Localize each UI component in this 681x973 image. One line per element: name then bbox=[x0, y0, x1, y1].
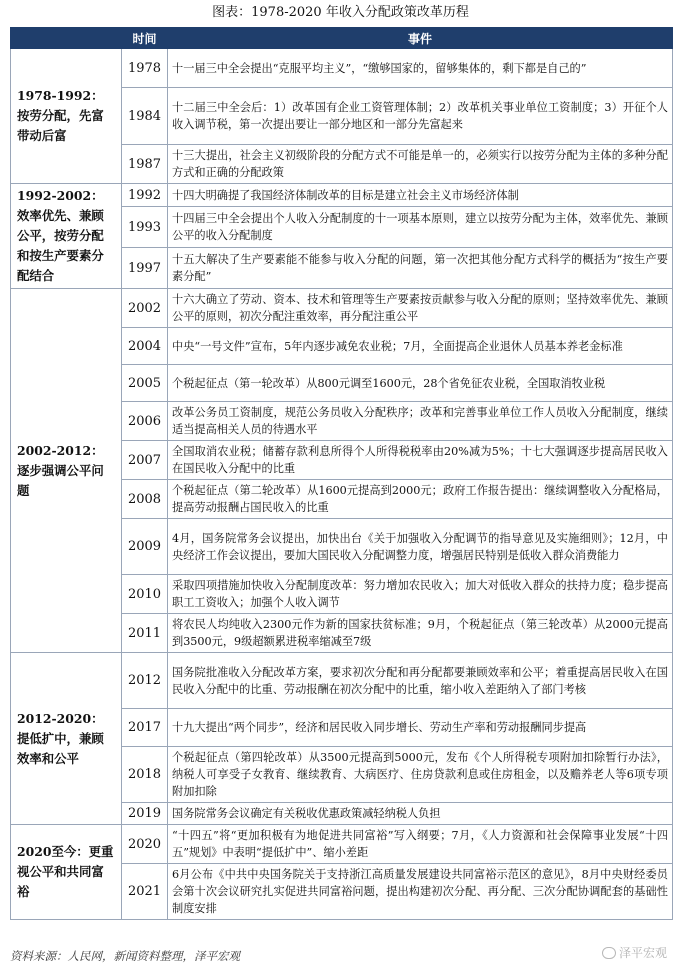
year-cell: 1993 bbox=[122, 207, 168, 248]
policy-table bbox=[10, 27, 673, 920]
year-cell: 2009 bbox=[122, 519, 168, 575]
year-cell: 2012 bbox=[122, 653, 168, 709]
watermark-text: 泽平宏观 bbox=[618, 946, 667, 960]
event-cell: 个税起征点（第二轮改革）从1600元提高到2000元；政府工作报告提出：继续调整收入分配格局，提高劳动报酬占国民收入的比重 bbox=[168, 480, 673, 519]
event-cell: 个税起征点（第四轮改革）从3500元提高到5000元，发布《个人所得税专项附加扣除暂行办法》，纳税人可享受子女教育、继续教育、大病医疗、住房贷款利息或住房租金，以及赡养老人等6项专项附加扣除 bbox=[168, 747, 673, 803]
year-cell: 1992 bbox=[122, 184, 168, 207]
table-row bbox=[11, 653, 673, 709]
year-cell: 2006 bbox=[122, 402, 168, 441]
event-cell: 十五大解决了生产要素能不能参与收入分配的问题，第一次把其他分配方式科学的概括为“按生产要素分配” bbox=[168, 248, 673, 289]
event-cell: 6月公布《中共中央国务院关于支持浙江高质量发展建设共同富裕示范区的意见》，8月中央财经委员会第十次会议研究扎实促进共同富裕问题，提出构建初次分配、再分配、三次分配协调配套的基础性制度安排 bbox=[168, 864, 673, 920]
year-cell: 2019 bbox=[122, 803, 168, 825]
event-cell: 将农民人均纯收入2300元作为新的国家扶贫标准；9月，个税起征点（第三轮改革）从2000元提高到3500元，9级超额累进税率缩减至7级 bbox=[168, 614, 673, 653]
table-row bbox=[11, 825, 673, 864]
year-cell: 2011 bbox=[122, 614, 168, 653]
period-cell: 2012-2020：提低扩中，兼顾效率和公平 bbox=[11, 653, 122, 825]
year-cell: 1978 bbox=[122, 49, 168, 88]
table-title: 图表：1978-2020 年收入分配政策改革历程 bbox=[212, 5, 469, 20]
year-cell: 2007 bbox=[122, 441, 168, 480]
event-cell: “十四五”将“更加积极有为地促进共同富裕”写入纲要；7月，《人力资源和社会保障事业发展“十四五”规划》中表明“提低扩中”、缩小差距 bbox=[168, 825, 673, 864]
event-cell: 4月，国务院常务会议提出，加快出台《关于加强收入分配调节的指导意见及实施细则》；12月，中央经济工作会议提出，要加大国民收入分配调整力度，增强居民特别是低收入群众消费能力 bbox=[168, 519, 673, 575]
year-cell: 2018 bbox=[122, 747, 168, 803]
year-cell: 2010 bbox=[122, 575, 168, 614]
event-cell: 十六大确立了劳动、资本、技术和管理等生产要素按贡献参与收入分配的原则；坚持效率优先、兼顾公平的原则，初次分配注重效率，再分配注重公平 bbox=[168, 289, 673, 328]
watermark bbox=[602, 944, 667, 961]
event-cell: 十四大明确提了我国经济体制改革的目标是建立社会主义市场经济体制 bbox=[168, 184, 673, 207]
event-cell: 十三大提出，社会主义初级阶段的分配方式不可能是单一的，必须实行以按劳分配为主体的多种分配方式和正确的分配政策 bbox=[168, 145, 673, 184]
event-cell: 十四届三中全会提出个人收入分配制度的十一项基本原则，建立以按劳分配为主体，效率优先、兼顾公平的收入分配制度 bbox=[168, 207, 673, 248]
year-cell: 2002 bbox=[122, 289, 168, 328]
event-cell: 改革公务员工资制度，规范公务员收入分配秩序；改革和完善事业单位工作人员收入分配制度，继续适当提高相关人员的待遇水平 bbox=[168, 402, 673, 441]
header-period bbox=[11, 28, 122, 49]
period-cell: 2020至今：更重视公平和共同富裕 bbox=[11, 825, 122, 920]
event-cell: 十二届三中全会后：1）改革国有企业工资管理体制；2）改革机关事业单位工资制度；3）开征个人收入调节税，第一次提出要让一部分地区和一部分先富起来 bbox=[168, 88, 673, 145]
year-cell: 2008 bbox=[122, 480, 168, 519]
year-cell: 1984 bbox=[122, 88, 168, 145]
event-cell: 采取四项措施加快收入分配制度改革：努力增加农民收入；加大对低收入群众的扶持力度；稳步提高职工工资收入；加强个人收入调节 bbox=[168, 575, 673, 614]
year-cell: 1987 bbox=[122, 145, 168, 184]
header-year: 时间 bbox=[122, 28, 168, 49]
year-cell: 2004 bbox=[122, 328, 168, 365]
event-cell: 国务院批准收入分配改革方案，要求初次分配和再分配都要兼顾效率和公平；着重提高居民收入在国民收入分配中的比重、劳动报酬在初次分配中的比重，缩小收入差距纳入了部门考核 bbox=[168, 653, 673, 709]
table-row bbox=[11, 289, 673, 328]
year-cell: 2021 bbox=[122, 864, 168, 920]
event-cell: 个税起征点（第一轮改革）从800元调至1600元，28个省免征农业税，全国取消牧业税 bbox=[168, 365, 673, 402]
event-cell: 中央“一号文件”宣布，5年内逐步减免农业税；7月，全面提高企业退休人员基本养老金标准 bbox=[168, 328, 673, 365]
year-cell: 2005 bbox=[122, 365, 168, 402]
header-row bbox=[11, 28, 673, 49]
table-row bbox=[11, 49, 673, 88]
event-cell: 十九大提出“两个同步”，经济和居民收入同步增长、劳动生产率和劳动报酬同步提高 bbox=[168, 709, 673, 747]
period-cell: 1992-2002：效率优先、兼顾公平，按劳分配和按生产要素分配结合 bbox=[11, 184, 122, 289]
wechat-icon bbox=[602, 947, 616, 959]
period-cell: 2002-2012：逐步强调公平问题 bbox=[11, 289, 122, 653]
period-cell: 1978-1992：按劳分配，先富带动后富 bbox=[11, 49, 122, 184]
table-body bbox=[11, 49, 673, 920]
year-cell: 2017 bbox=[122, 709, 168, 747]
year-cell: 1997 bbox=[122, 248, 168, 289]
year-cell: 2020 bbox=[122, 825, 168, 864]
source-note: 资料来源：人民网，新闻资料整理，泽平宏观 bbox=[10, 949, 240, 963]
event-cell: 全国取消农业税；储蓄存款利息所得个人所得税税率由20%减为5%；十七大强调逐步提高居民收入在国民收入分配中的比重 bbox=[168, 441, 673, 480]
event-cell: 国务院常务会议确定有关税收优惠政策减轻纳税人负担 bbox=[168, 803, 673, 825]
table-row bbox=[11, 184, 673, 207]
event-cell: 十一届三中全会提出“克服平均主义”，“缴够国家的，留够集体的，剩下都是自己的” bbox=[168, 49, 673, 88]
header-event: 事件 bbox=[168, 28, 673, 49]
